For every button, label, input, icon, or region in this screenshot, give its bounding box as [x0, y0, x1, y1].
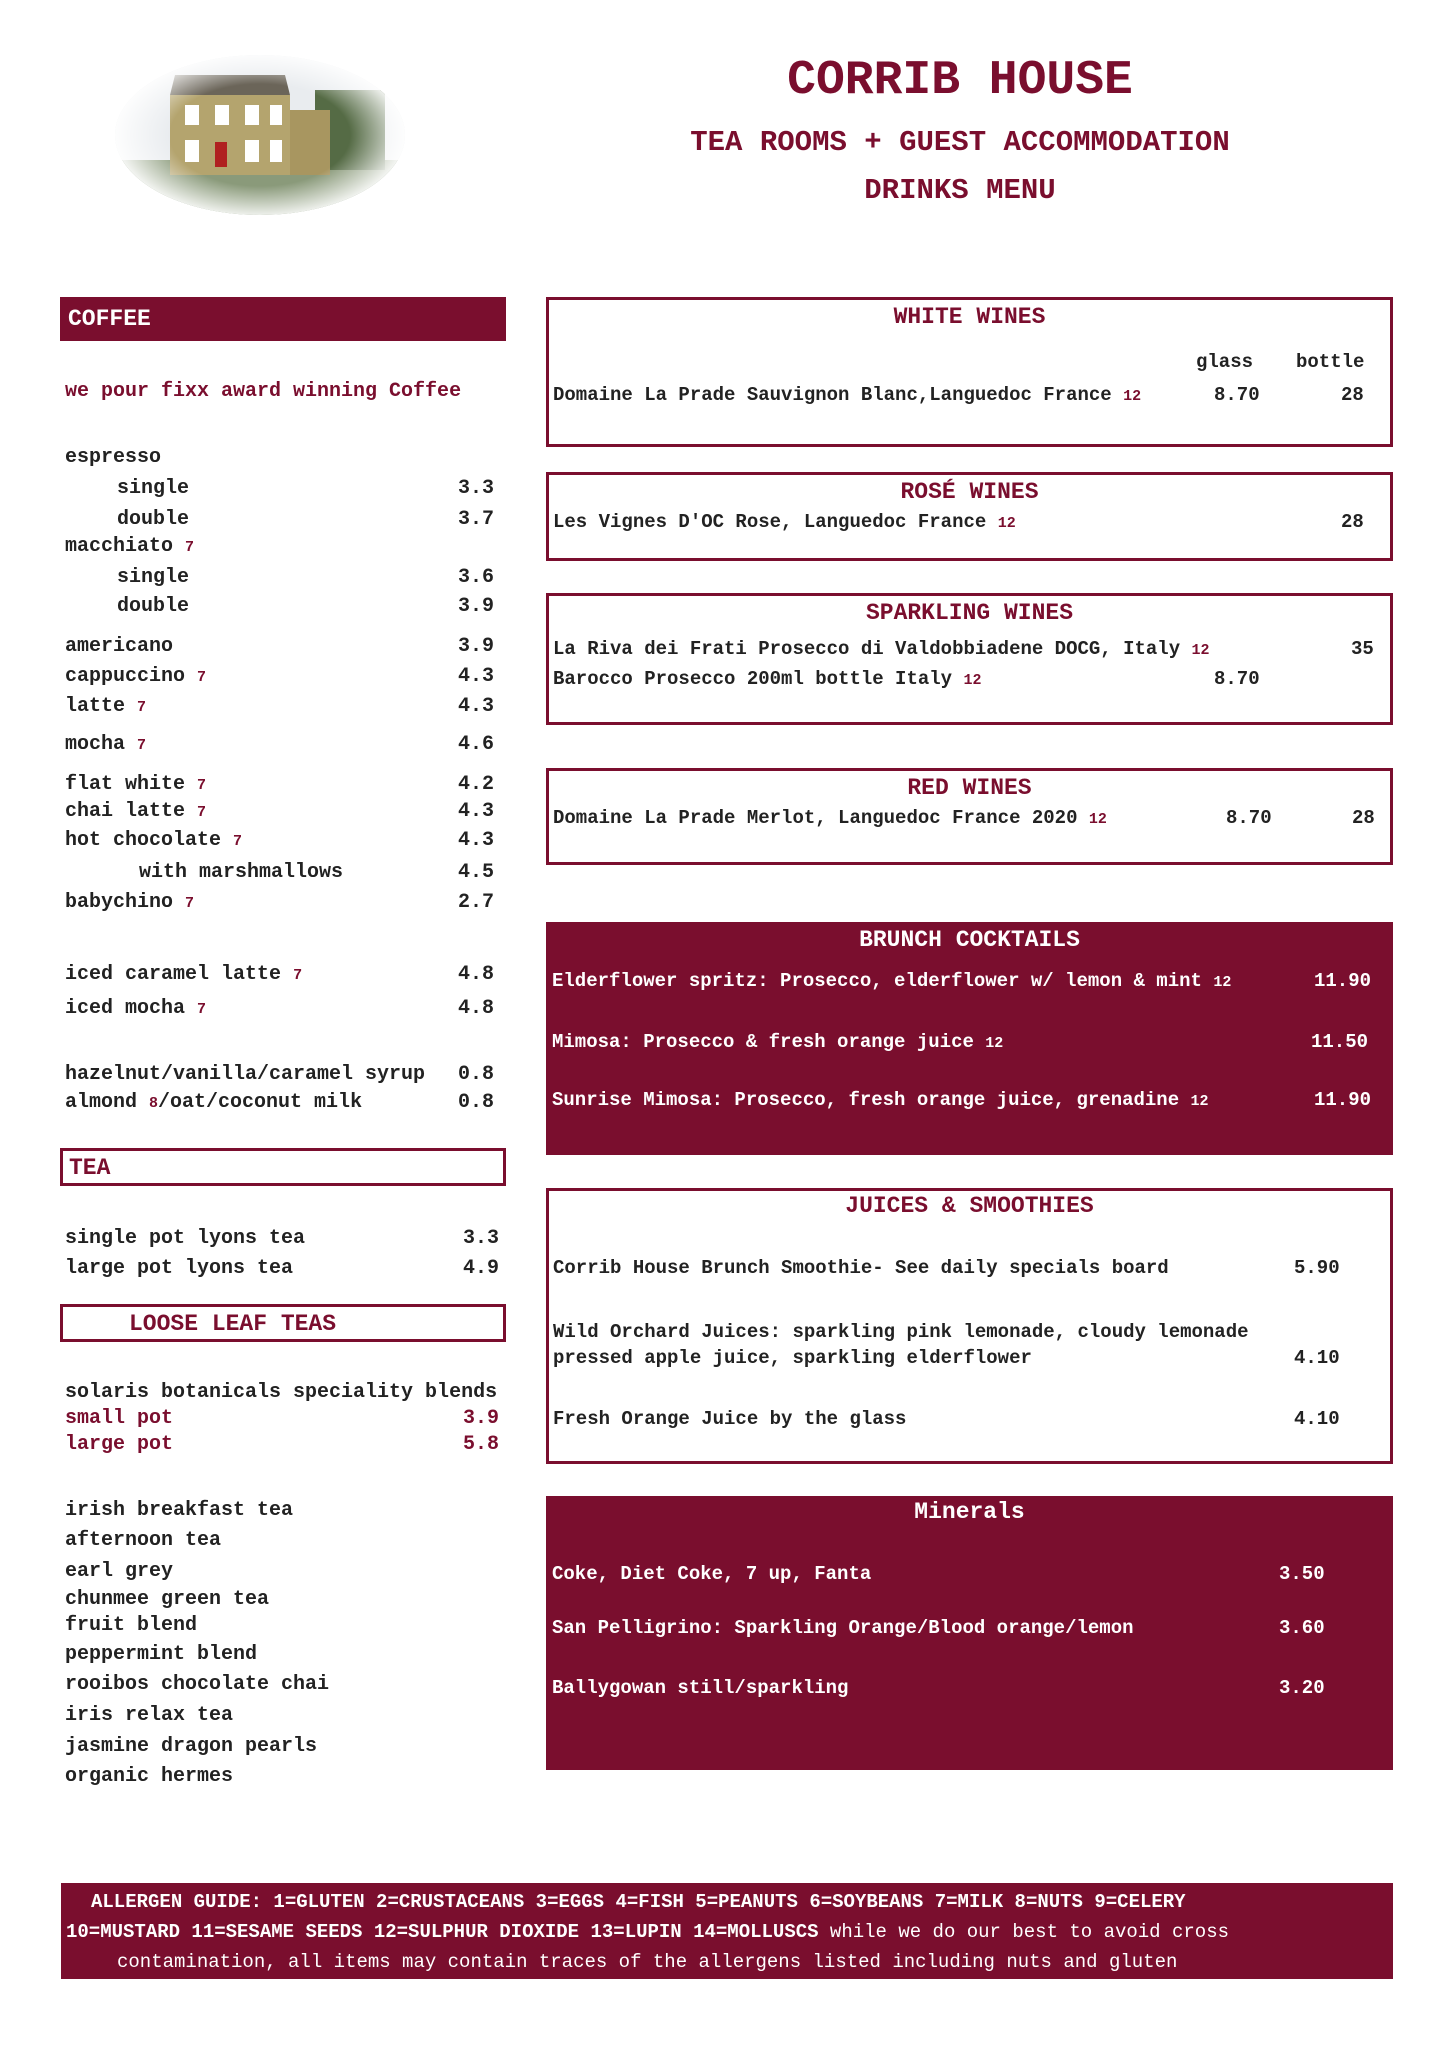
cocktail-price: 11.90	[1314, 1089, 1372, 1111]
rose-wines-section	[546, 472, 1393, 561]
wine-bottle-price: 28	[1352, 807, 1375, 829]
allergen-guide-line3: contamination, all items may contain traces of the allergens listed including nuts and gluten	[117, 1951, 1178, 1973]
juice-item: Wild Orchard Juices: sparkling pink lemonade, cloudy lemonade	[553, 1321, 1249, 1343]
list-item: peppermint blend	[65, 1643, 258, 1666]
list-item: rooibos chocolate chai	[65, 1673, 330, 1696]
coffee-tagline: we pour fixx award winning Coffee	[65, 380, 462, 403]
list-item: jasmine dragon pearls	[65, 1735, 318, 1758]
cocktails-section	[546, 922, 1393, 1155]
menu-item: hot chocolate 7 4.3	[65, 829, 495, 852]
red-wines-section	[546, 768, 1393, 865]
minerals-section	[546, 1496, 1393, 1770]
wine-price: 8.70	[1214, 668, 1260, 690]
red-wines-heading: RED WINES	[907, 775, 1032, 801]
bottle-column-header: bottle	[1296, 351, 1365, 373]
list-item: irish breakfast tea	[65, 1499, 294, 1522]
menu-item: large pot 5.8	[65, 1433, 500, 1456]
menu-item: iced caramel latte 7 4.8	[65, 963, 495, 986]
wine-item: La Riva dei Frati Prosecco di Valdobbiadene DOCG, Italy 12	[553, 638, 1210, 660]
menu-item: almond 8/oat/coconut milk 0.8	[65, 1091, 495, 1114]
subtitle: TEA ROOMS + GUEST ACCOMMODATION	[690, 126, 1230, 159]
cocktail-item: Mimosa: Prosecco & fresh orange juice 12	[552, 1031, 1004, 1053]
menu-item: chai latte 7 4.3	[65, 800, 495, 823]
wine-item: Les Vignes D'OC Rose, Languedoc France 12	[553, 511, 1016, 533]
menu-item: cappuccino 7 4.3	[65, 665, 495, 688]
list-item: fruit blend	[65, 1614, 198, 1637]
juices-heading: JUICES & SMOOTHIES	[845, 1193, 1094, 1219]
wine-glass-price: 8.70	[1214, 384, 1260, 406]
menu-item: babychino 7 2.7	[65, 891, 495, 914]
mineral-item: Ballygowan still/sparkling	[552, 1677, 849, 1699]
cocktail-price: 11.50	[1311, 1031, 1369, 1053]
wine-price: 35	[1351, 638, 1374, 660]
juices-section	[546, 1188, 1393, 1464]
wine-bottle-price: 28	[1341, 384, 1364, 406]
allergen-guide-line2: 10=MUSTARD 11=SESAME SEEDS 12=SULPHUR DIOXIDE 13=LUPIN 14=MOLLUSCS while we do our best to avoid cross	[66, 1921, 1229, 1943]
sparkling-wines-section	[546, 593, 1393, 725]
menu-item: americano 3.9	[65, 635, 495, 658]
minerals-heading: Minerals	[914, 1499, 1025, 1525]
menu-item: latte 7 4.3	[65, 695, 495, 718]
wine-bottle-price: 28	[1341, 511, 1364, 533]
juice-price: 4.10	[1294, 1408, 1340, 1430]
menu-item: hazelnut/vanilla/caramel syrup 0.8	[65, 1063, 495, 1086]
menu-item: iced mocha 7 4.8	[65, 997, 495, 1020]
menu-item: macchiato 7	[65, 535, 195, 558]
loose-leaf-intro: solaris botanicals speciality blends	[65, 1381, 498, 1404]
juice-item: Fresh Orange Juice by the glass	[553, 1408, 907, 1430]
cocktail-price: 11.90	[1314, 970, 1372, 992]
mineral-item: Coke, Diet Coke, 7 up, Fanta	[552, 1563, 872, 1585]
mineral-item: San Pelligrino: Sparkling Orange/Blood orange/lemon	[552, 1617, 1134, 1639]
menu-name: DRINKS MENU	[864, 174, 1056, 207]
list-item: chunmee green tea	[65, 1588, 270, 1611]
list-item: earl grey	[65, 1560, 174, 1583]
menu-item: single 3.6	[117, 566, 495, 589]
juice-item: Corrib House Brunch Smoothie- See daily specials board	[553, 1257, 1169, 1279]
white-wines-heading: WHITE WINES	[893, 304, 1046, 330]
glass-column-header: glass	[1196, 351, 1254, 373]
house-logo	[110, 50, 410, 220]
list-item: iris relax tea	[65, 1704, 234, 1727]
menu-item: double 3.7	[117, 508, 495, 531]
juice-item: pressed apple juice, sparkling elderflower	[553, 1347, 1032, 1369]
tea-heading: TEA	[60, 1148, 506, 1186]
coffee-heading: COFFEE	[60, 297, 506, 341]
cocktail-item: Sunrise Mimosa: Prosecco, fresh orange juice, grenadine 12	[552, 1089, 1209, 1111]
allergen-guide-line1: ALLERGEN GUIDE: 1=GLUTEN 2=CRUSTACEANS 3=EGGS 4=FISH 5=PEANUTS 6=SOYBEANS 7=MILK 8=NUTS 9=CELERY	[91, 1891, 1186, 1913]
loose-leaf-heading: LOOSE LEAF TEAS	[60, 1304, 506, 1342]
menu-item: single pot lyons tea 3.3	[65, 1227, 500, 1250]
wine-glass-price: 8.70	[1226, 807, 1272, 829]
white-wines-section	[546, 297, 1393, 447]
juice-price: 5.90	[1294, 1257, 1340, 1279]
restaurant-name: CORRIB HOUSE	[787, 54, 1133, 108]
menu-item: single 3.3	[117, 477, 495, 500]
cocktails-heading: BRUNCH COCKTAILS	[859, 927, 1080, 953]
list-item: afternoon tea	[65, 1529, 222, 1552]
sparkling-wines-heading: SPARKLING WINES	[865, 600, 1074, 626]
menu-item: with marshmallows 4.5	[139, 861, 495, 884]
menu-item: mocha 7 4.6	[65, 733, 495, 756]
mineral-price: 3.60	[1279, 1617, 1325, 1639]
allergen-guide	[61, 1883, 1393, 1979]
menu-item: large pot lyons tea 4.9	[65, 1257, 500, 1280]
list-item: organic hermes	[65, 1765, 234, 1788]
rose-wines-heading: ROSÉ WINES	[900, 479, 1039, 505]
mineral-price: 3.50	[1279, 1563, 1325, 1585]
menu-item: espresso	[65, 446, 162, 469]
wine-item: Domaine La Prade Merlot, Languedoc France 2020 12	[553, 807, 1107, 829]
menu-item: double 3.9	[117, 595, 495, 618]
menu-item: flat white 7 4.2	[65, 773, 495, 796]
menu-item: small pot 3.9	[65, 1407, 500, 1430]
cocktail-item: Elderflower spritz: Prosecco, elderflower w/ lemon & mint 12	[552, 970, 1232, 992]
wine-item: Barocco Prosecco 200ml bottle Italy 12	[553, 668, 982, 690]
wine-item: Domaine La Prade Sauvignon Blanc,Languedoc France 12	[553, 384, 1142, 406]
juice-price: 4.10	[1294, 1347, 1340, 1369]
mineral-price: 3.20	[1279, 1677, 1325, 1699]
